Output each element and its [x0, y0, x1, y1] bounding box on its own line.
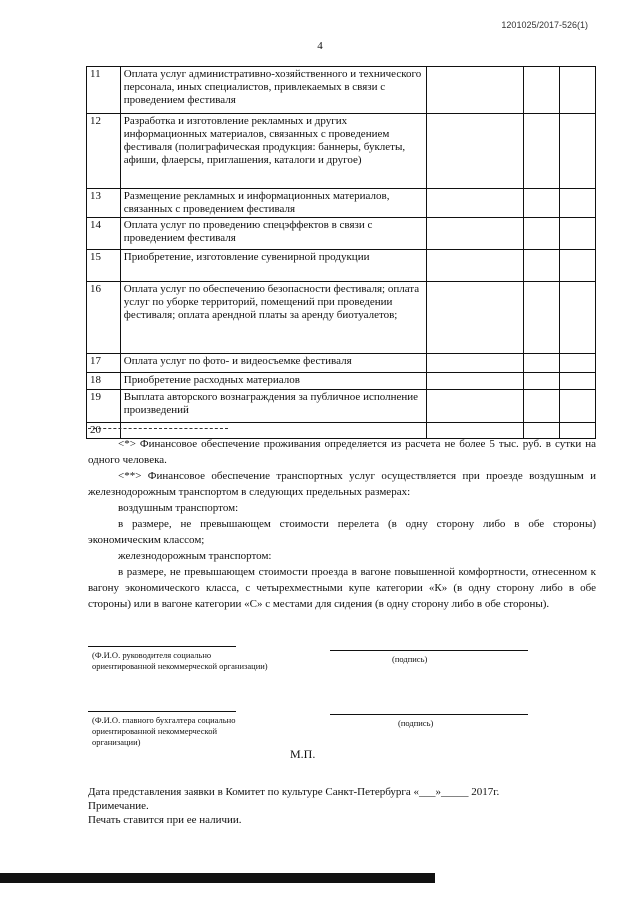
value-cell — [560, 390, 596, 423]
amount-cell — [427, 373, 524, 390]
value-cell — [524, 67, 560, 114]
submission-date-line: Дата представления заявки в Комитет по культуре Санкт-Петербурга «___»_____ 2017г. — [88, 786, 500, 798]
accountant-signature-line — [330, 714, 528, 715]
amount-cell — [427, 114, 524, 189]
row-description: Размещение рекламных и информационных материалов, связанных с проведением фестиваля — [120, 189, 426, 218]
row-number: 19 — [87, 390, 121, 423]
accountant-name-caption: (Ф.И.О. главного бухгалтера социально ориентированной некоммерческой организации) — [92, 715, 236, 747]
value-cell — [560, 218, 596, 250]
expense-table — [86, 66, 596, 439]
row-number: 15 — [87, 250, 121, 282]
table-row — [87, 390, 596, 423]
value-cell — [524, 390, 560, 423]
table-row — [87, 250, 596, 282]
value-cell — [560, 354, 596, 373]
scan-edge-bar — [0, 873, 435, 883]
table-row — [87, 373, 596, 390]
value-cell — [560, 250, 596, 282]
row-number: 11 — [87, 67, 121, 114]
amount-cell — [427, 189, 524, 218]
table-row — [87, 67, 596, 114]
table-row — [87, 114, 596, 189]
value-cell — [524, 189, 560, 218]
footnote-2: <**> Финансовое обеспечение транспортных услуг осуществляется при проезде воздушным и железнодорожным транспортом в следующих предельных размерах: — [88, 470, 596, 498]
row-number: 20 — [87, 423, 121, 439]
value-cell — [524, 250, 560, 282]
accountant-signature-caption: (подпись) — [398, 718, 434, 728]
row-description: Оплата услуг по проведению спецэффектов в связи с проведением фестиваля — [120, 218, 426, 250]
row-description: Выплата авторского вознаграждения за публичное исполнение произведений — [120, 390, 426, 423]
rail-transport-text: в размере, не превышающем стоимости проезда в вагоне повышенной комфортности, отнесенном к вагону экономического класса, с четырехместными купе категории «К» (в одну сторону либо в обе стороны) или в вагоне категории «С» с местами для сидения (в одну сторону либо в обе стороны). — [88, 566, 596, 610]
table-row — [87, 354, 596, 373]
row-number: 16 — [87, 282, 121, 354]
value-cell — [524, 114, 560, 189]
footnotes — [88, 436, 596, 612]
value-cell — [524, 354, 560, 373]
amount-cell — [427, 218, 524, 250]
row-number: 14 — [87, 218, 121, 250]
amount-cell — [427, 354, 524, 373]
value-cell — [560, 189, 596, 218]
value-cell — [524, 373, 560, 390]
head-signature-caption: (подпись) — [392, 654, 428, 664]
table-row — [87, 189, 596, 218]
page-number: 4 — [317, 40, 323, 52]
value-cell — [560, 373, 596, 390]
air-transport-text: в размере, не превышающем стоимости перелета (в одну сторону либо в обе стороны) экономическим классом; — [88, 518, 596, 546]
row-description: Оплата услуг по обеспечению безопасности фестиваля; оплата услуг по уборке территорий, помещений при проведении фестиваля; оплата арендной платы за аренду биотуалетов; — [120, 282, 426, 354]
value-cell — [524, 282, 560, 354]
row-description: Разработка и изготовление рекламных и других информационных материалов, связанных с проведением фестиваля (полиграфическая продукция: баннеры, буклеты, афиши, флаерсы, приглашения, каталоги и другое) — [120, 114, 426, 189]
document-id: 1201025/2017-526(1) — [501, 20, 588, 30]
head-name-line — [88, 646, 236, 647]
rail-transport-label: железнодорожным транспортом: — [118, 550, 272, 562]
amount-cell — [427, 282, 524, 354]
note-label: Примечание. — [88, 800, 149, 812]
table-row — [87, 218, 596, 250]
value-cell — [560, 114, 596, 189]
row-description: Приобретение, изготовление сувенирной продукции — [120, 250, 426, 282]
table-row — [87, 282, 596, 354]
row-description: Оплата услуг административно-хозяйственного и технического персонала, иных специалистов, привлекаемых в связи с проведением фестиваля — [120, 67, 426, 114]
amount-cell — [427, 390, 524, 423]
row-description: Приобретение расходных материалов — [120, 373, 426, 390]
head-signature-line — [330, 650, 528, 651]
note-text: Печать ставится при ее наличии. — [88, 814, 242, 826]
row-number: 12 — [87, 114, 121, 189]
row-number: 18 — [87, 373, 121, 390]
footnote-separator — [88, 428, 228, 429]
amount-cell — [427, 250, 524, 282]
air-transport-label: воздушным транспортом: — [118, 502, 239, 514]
stamp-place: М.П. — [290, 747, 316, 761]
row-number: 17 — [87, 354, 121, 373]
amount-cell — [427, 67, 524, 114]
row-number: 13 — [87, 189, 121, 218]
value-cell — [560, 282, 596, 354]
row-description: Оплата услуг по фото- и видеосъемке фестиваля — [120, 354, 426, 373]
accountant-name-line — [88, 711, 236, 712]
value-cell — [560, 67, 596, 114]
footnote-1: <*> Финансовое обеспечение проживания определяется из расчета не более 5 тыс. руб. в сутки на одного человека. — [88, 438, 596, 466]
head-name-caption: (Ф.И.О. руководителя социально ориентированной некоммерческой организации) — [92, 650, 268, 671]
value-cell — [524, 218, 560, 250]
